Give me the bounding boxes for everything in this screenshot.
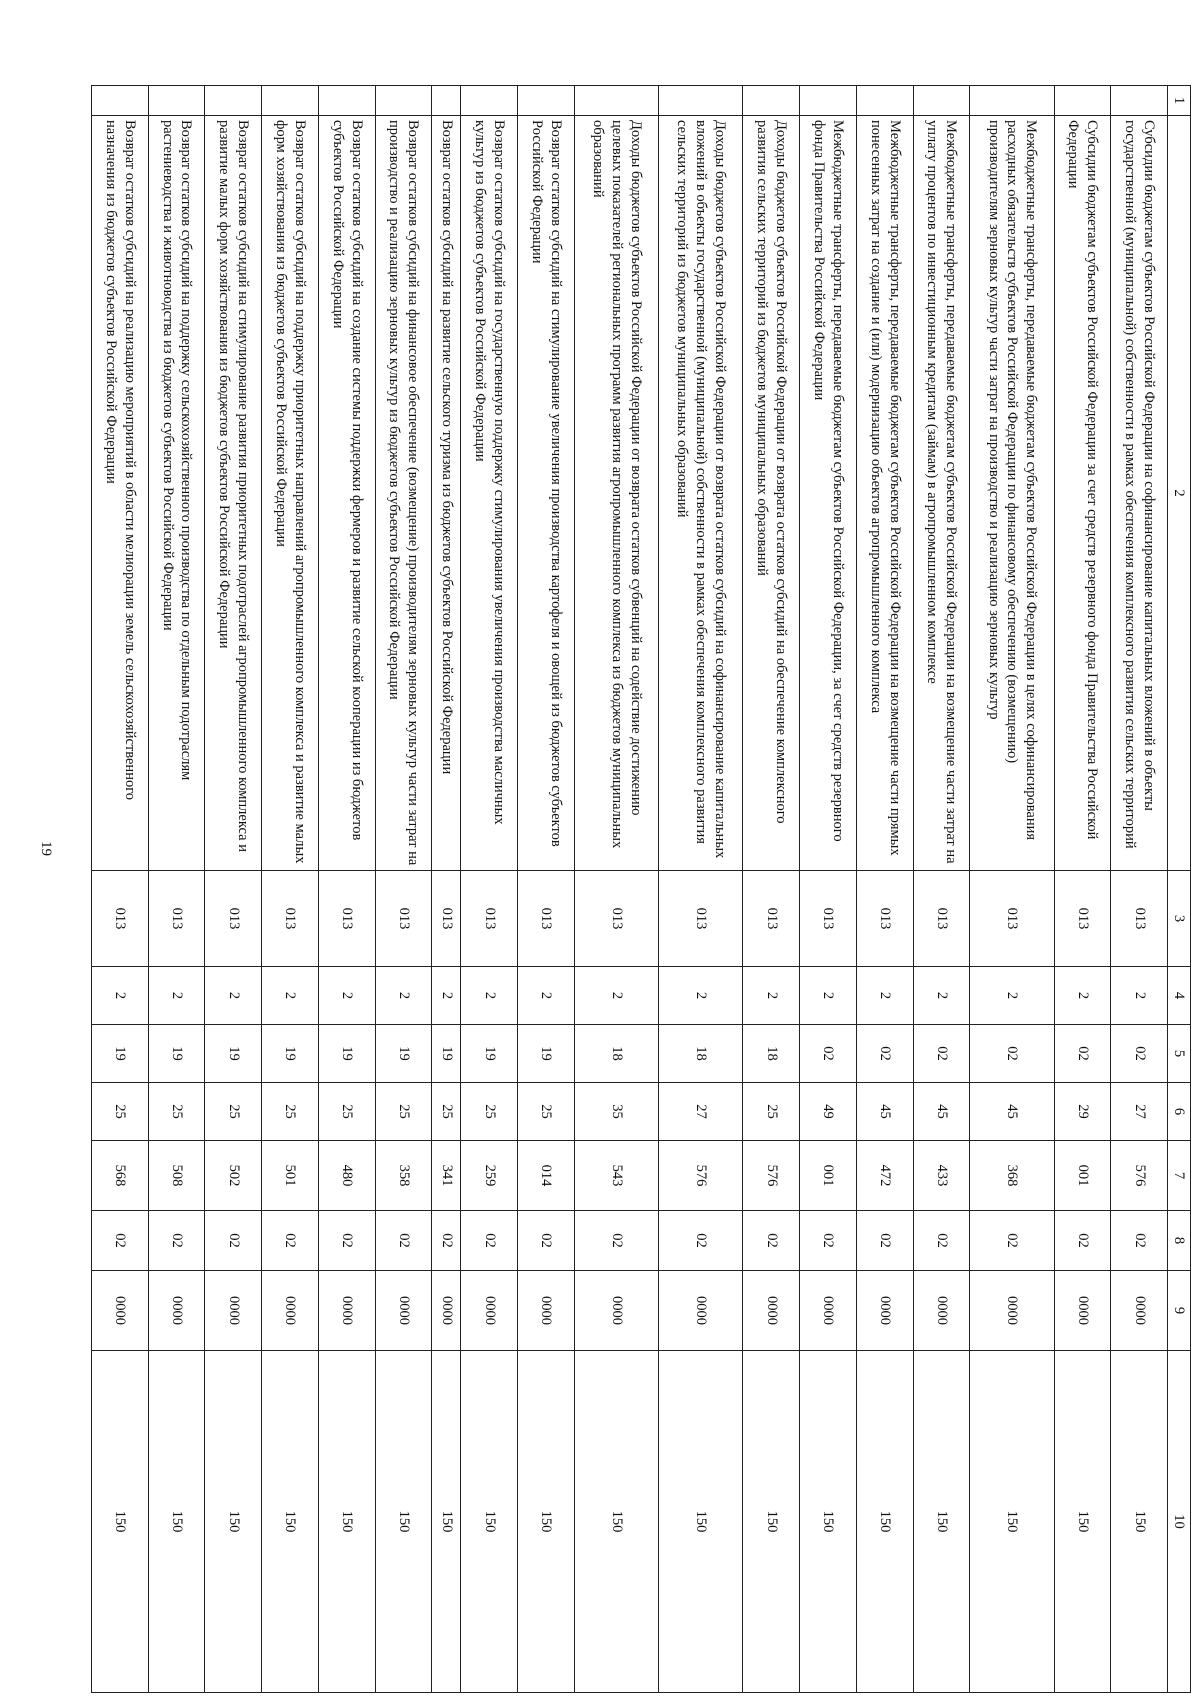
row-cell-1 — [743, 86, 800, 116]
row-cell-7: 543 — [574, 1141, 658, 1211]
row-cell-8: 02 — [856, 1211, 913, 1271]
table-row — [461, 86, 518, 1693]
row-cell-1 — [148, 86, 205, 116]
row-description: Доходы бюджетов субъектов Российской Федерации от возврата остатков субсидий на софинансирование капитальных вложений в объекты государственной (муниципальной) собственности в рамках обеспечения комплексного развития сельских территорий из бюджетов муниципальных образований — [659, 116, 743, 871]
table-row — [970, 86, 1054, 1693]
row-cell-7: 576 — [659, 1141, 743, 1211]
row-cell-10: 150 — [1111, 1351, 1168, 1693]
table-row — [518, 86, 575, 1693]
row-cell-4: 2 — [1111, 967, 1168, 1025]
row-cell-4: 2 — [1054, 967, 1111, 1025]
table-row — [92, 86, 149, 1693]
row-cell-9: 0000 — [318, 1271, 375, 1351]
row-cell-10: 150 — [262, 1351, 319, 1693]
table-row — [574, 86, 658, 1693]
row-cell-7: 341 — [432, 1141, 461, 1211]
table-row — [262, 86, 319, 1693]
row-cell-7: 576 — [1111, 1141, 1168, 1211]
row-cell-7: 501 — [262, 1141, 319, 1211]
row-cell-5: 18 — [743, 1025, 800, 1083]
row-cell-10: 150 — [518, 1351, 575, 1693]
row-cell-3: 013 — [518, 871, 575, 967]
row-cell-1 — [318, 86, 375, 116]
row-cell-5: 19 — [148, 1025, 205, 1083]
row-cell-6: 25 — [318, 1083, 375, 1141]
row-cell-9: 0000 — [1111, 1271, 1168, 1351]
column-header-6: 6 — [1168, 1083, 1191, 1141]
row-cell-7: 014 — [518, 1141, 575, 1211]
row-cell-1 — [92, 86, 149, 116]
row-cell-1 — [970, 86, 1054, 116]
table-row — [659, 86, 743, 1693]
row-cell-1 — [262, 86, 319, 116]
row-cell-3: 013 — [1111, 871, 1168, 967]
row-cell-5: 19 — [318, 1025, 375, 1083]
table-row — [432, 86, 461, 1693]
row-cell-3: 013 — [375, 871, 432, 967]
row-cell-10: 150 — [461, 1351, 518, 1693]
row-cell-10: 150 — [318, 1351, 375, 1693]
row-cell-10: 150 — [432, 1351, 461, 1693]
table-row — [375, 86, 432, 1693]
row-cell-5: 02 — [1111, 1025, 1168, 1083]
column-header-4: 4 — [1168, 967, 1191, 1025]
row-cell-10: 150 — [92, 1351, 149, 1693]
row-cell-9: 0000 — [262, 1271, 319, 1351]
row-cell-4: 2 — [148, 967, 205, 1025]
row-cell-3: 013 — [92, 871, 149, 967]
row-cell-5: 19 — [461, 1025, 518, 1083]
row-cell-8: 02 — [800, 1211, 857, 1271]
row-cell-9: 0000 — [913, 1271, 970, 1351]
row-cell-5: 19 — [375, 1025, 432, 1083]
row-cell-4: 2 — [856, 967, 913, 1025]
row-cell-4: 2 — [800, 967, 857, 1025]
row-cell-3: 013 — [1054, 871, 1111, 967]
row-cell-5: 19 — [262, 1025, 319, 1083]
row-cell-8: 02 — [743, 1211, 800, 1271]
row-description: Межбюджетные трансферты, передаваемые бюджетам субъектов Российской Федерации на возмещение части затрат на уплату процентов по инвестиционным кредитам (займам) в агропромышленном комплексе — [913, 116, 970, 871]
row-cell-9: 0000 — [205, 1271, 262, 1351]
row-cell-5: 19 — [205, 1025, 262, 1083]
column-header-9: 9 — [1168, 1271, 1191, 1351]
row-cell-7: 502 — [205, 1141, 262, 1211]
table-body — [92, 86, 1168, 1693]
row-cell-5: 18 — [574, 1025, 658, 1083]
row-cell-4: 2 — [743, 967, 800, 1025]
row-cell-1 — [659, 86, 743, 116]
row-cell-6: 27 — [659, 1083, 743, 1141]
row-cell-10: 150 — [913, 1351, 970, 1693]
row-cell-3: 013 — [461, 871, 518, 967]
row-cell-8: 02 — [92, 1211, 149, 1271]
row-description: Возврат остатков субсидий на поддержку приоритетных направлений агропромышленного комплекса и развитие малых форм хозяйствования из бюджетов субъектов Российской Федерации — [262, 116, 319, 871]
row-cell-9: 0000 — [1054, 1271, 1111, 1351]
row-cell-10: 150 — [659, 1351, 743, 1693]
table-row — [148, 86, 205, 1693]
rotated-table-wrapper — [91, 85, 1191, 1692]
row-cell-10: 150 — [574, 1351, 658, 1693]
page-number: 19 — [38, 841, 54, 856]
row-cell-3: 013 — [659, 871, 743, 967]
row-cell-4: 2 — [659, 967, 743, 1025]
row-cell-9: 0000 — [970, 1271, 1054, 1351]
row-cell-8: 02 — [461, 1211, 518, 1271]
budget-codes-table — [91, 85, 1191, 1693]
row-description: Возврат остатков субсидий на развитие сельского туризма из бюджетов субъектов Российской Федерации — [432, 116, 461, 871]
row-cell-4: 2 — [205, 967, 262, 1025]
row-cell-5: 02 — [800, 1025, 857, 1083]
row-cell-8: 02 — [518, 1211, 575, 1271]
row-cell-10: 150 — [800, 1351, 857, 1693]
row-cell-6: 25 — [461, 1083, 518, 1141]
row-cell-8: 02 — [1111, 1211, 1168, 1271]
row-description: Возврат остатков субсидий на стимулирование увеличения производства картофеля и овощей из бюджетов субъектов Российской Федерации — [518, 116, 575, 871]
table-row — [1111, 86, 1168, 1693]
row-cell-4: 2 — [970, 967, 1054, 1025]
column-header-1: 1 — [1168, 86, 1191, 116]
row-cell-3: 013 — [800, 871, 857, 967]
column-header-8: 8 — [1168, 1211, 1191, 1271]
row-cell-7: 358 — [375, 1141, 432, 1211]
row-cell-7: 259 — [461, 1141, 518, 1211]
row-description: Возврат остатков субсидий на создание системы поддержки фермеров и развитие сельской кооперации из бюджетов субъектов Российской Федерации — [318, 116, 375, 871]
row-cell-8: 02 — [913, 1211, 970, 1271]
row-description: Возврат остатков субсидий на стимулирование развития приоритетных подотраслей агропромышленного комплекса и развитие малых форм хозяйствования из бюджетов субъектов Российской Федерации — [205, 116, 262, 871]
row-cell-6: 25 — [432, 1083, 461, 1141]
row-description: Возврат остатков субсидий на финансовое обеспечение (возмещение) производителям зерновых культур части затрат на производство и реализацию зерновых культур из бюджетов субъектов Российской Федерации — [375, 116, 432, 871]
row-description: Возврат остатков субсидий на реализацию мероприятий в области мелиорации земель сельскохозяйственного назначения из бюджетов субъектов Российской Федерации — [92, 116, 149, 871]
row-cell-6: 27 — [1111, 1083, 1168, 1141]
row-cell-3: 013 — [262, 871, 319, 967]
row-cell-4: 2 — [913, 967, 970, 1025]
row-cell-1 — [913, 86, 970, 116]
row-cell-4: 2 — [318, 967, 375, 1025]
row-cell-10: 150 — [205, 1351, 262, 1693]
row-cell-4: 2 — [574, 967, 658, 1025]
row-cell-8: 02 — [432, 1211, 461, 1271]
row-cell-1 — [574, 86, 658, 116]
row-cell-1 — [1111, 86, 1168, 116]
row-cell-8: 02 — [148, 1211, 205, 1271]
row-description: Возврат остатков субсидий на государственную поддержку стимулирования увеличения производства масличных культур из бюджетов субъектов Российской Федерации — [461, 116, 518, 871]
row-cell-6: 25 — [518, 1083, 575, 1141]
row-cell-3: 013 — [148, 871, 205, 967]
row-cell-4: 2 — [461, 967, 518, 1025]
row-description: Доходы бюджетов субъектов Российской Федерации от возврата остатков субвенций на содействие достижению целевых показателей региональных программ развития агропромышленного комплекса из бюджетов муниципальных образований — [574, 116, 658, 871]
row-cell-3: 013 — [574, 871, 658, 967]
row-cell-5: 19 — [518, 1025, 575, 1083]
row-cell-3: 013 — [205, 871, 262, 967]
row-cell-4: 2 — [262, 967, 319, 1025]
row-description: Межбюджетные трансферты, передаваемые бюджетам субъектов Российской Федерации в целях софинансирования расходных обязательств субъектов Российской Федерации по финансовому обеспечению (возмещению) производителям зерновых культур части затрат на производство и реализацию зерновых культур — [970, 116, 1054, 871]
row-cell-3: 013 — [432, 871, 461, 967]
row-cell-3: 013 — [913, 871, 970, 967]
row-cell-10: 150 — [970, 1351, 1054, 1693]
row-cell-7: 576 — [743, 1141, 800, 1211]
row-cell-1 — [800, 86, 857, 116]
row-cell-1 — [518, 86, 575, 116]
row-cell-6: 35 — [574, 1083, 658, 1141]
row-cell-5: 02 — [1054, 1025, 1111, 1083]
row-cell-6: 45 — [913, 1083, 970, 1141]
row-cell-5: 19 — [432, 1025, 461, 1083]
row-cell-8: 02 — [970, 1211, 1054, 1271]
row-cell-8: 02 — [318, 1211, 375, 1271]
row-cell-1 — [461, 86, 518, 116]
row-cell-4: 2 — [375, 967, 432, 1025]
row-cell-3: 013 — [970, 871, 1054, 967]
row-cell-7: 480 — [318, 1141, 375, 1211]
row-cell-6: 25 — [375, 1083, 432, 1141]
row-cell-10: 150 — [148, 1351, 205, 1693]
row-cell-9: 0000 — [743, 1271, 800, 1351]
row-cell-6: 45 — [856, 1083, 913, 1141]
row-cell-9: 0000 — [659, 1271, 743, 1351]
row-cell-6: 29 — [1054, 1083, 1111, 1141]
row-cell-6: 25 — [743, 1083, 800, 1141]
column-header-3: 3 — [1168, 871, 1191, 967]
row-description: Межбюджетные трансферты, передаваемые бюджетам субъектов Российской Федерации на возмещение части прямых понесенных затрат на создание и (или) модернизацию объектов агропромышленного комплекса — [856, 116, 913, 871]
row-cell-6: 25 — [148, 1083, 205, 1141]
row-cell-9: 0000 — [574, 1271, 658, 1351]
row-cell-9: 0000 — [518, 1271, 575, 1351]
column-header-7: 7 — [1168, 1141, 1191, 1211]
row-cell-9: 0000 — [800, 1271, 857, 1351]
row-cell-7: 568 — [92, 1141, 149, 1211]
row-cell-8: 02 — [262, 1211, 319, 1271]
row-cell-5: 19 — [92, 1025, 149, 1083]
row-cell-10: 150 — [375, 1351, 432, 1693]
row-cell-6: 25 — [92, 1083, 149, 1141]
row-cell-5: 18 — [659, 1025, 743, 1083]
row-cell-7: 001 — [800, 1141, 857, 1211]
row-cell-7: 472 — [856, 1141, 913, 1211]
table-row — [1054, 86, 1111, 1693]
row-cell-8: 02 — [1054, 1211, 1111, 1271]
row-cell-1 — [1054, 86, 1111, 116]
row-cell-3: 013 — [743, 871, 800, 967]
table-row — [913, 86, 970, 1693]
row-cell-9: 0000 — [148, 1271, 205, 1351]
row-cell-8: 02 — [375, 1211, 432, 1271]
row-cell-4: 2 — [518, 967, 575, 1025]
row-description: Межбюджетные трансферты, передаваемые бюджетам субъектов Российской Федерации, за счет средств резервного фонда Правительства Российской Федерации — [800, 116, 857, 871]
row-cell-9: 0000 — [856, 1271, 913, 1351]
row-cell-1 — [432, 86, 461, 116]
row-cell-3: 013 — [318, 871, 375, 967]
row-description: Субсидии бюджетам субъектов Российской Федерации за счет средств резервного фонда Правительства Российской Федерации — [1054, 116, 1111, 871]
row-cell-3: 013 — [856, 871, 913, 967]
row-cell-10: 150 — [856, 1351, 913, 1693]
row-cell-1 — [856, 86, 913, 116]
header-row — [1168, 86, 1191, 1693]
table-row — [743, 86, 800, 1693]
row-cell-1 — [375, 86, 432, 116]
row-cell-5: 02 — [970, 1025, 1054, 1083]
column-header-10: 10 — [1168, 1351, 1191, 1693]
row-description: Субсидии бюджетам субъектов Российской Федерации на софинансирование капитальных вложений в объекты государственной (муниципальной) собственности в рамках обеспечения комплексного развития сельских территорий — [1111, 116, 1168, 871]
row-description: Возврат остатков субсидий на поддержку сельскохозяйственного производства по отдельным подотраслям растениеводства и животноводства из бюджетов субъектов Российской Федерации — [148, 116, 205, 871]
table-row — [318, 86, 375, 1693]
row-cell-10: 150 — [743, 1351, 800, 1693]
row-cell-5: 02 — [856, 1025, 913, 1083]
row-description: Доходы бюджетов субъектов Российской Федерации от возврата остатков субсидий на обеспечение комплексного развития сельских территорий из бюджетов муниципальных образований — [743, 116, 800, 871]
column-header-2: 2 — [1168, 116, 1191, 871]
row-cell-6: 49 — [800, 1083, 857, 1141]
row-cell-7: 508 — [148, 1141, 205, 1211]
row-cell-1 — [205, 86, 262, 116]
table-row — [800, 86, 857, 1693]
column-header-5: 5 — [1168, 1025, 1191, 1083]
row-cell-6: 25 — [262, 1083, 319, 1141]
table-row — [856, 86, 913, 1693]
row-cell-7: 433 — [913, 1141, 970, 1211]
row-cell-7: 368 — [970, 1141, 1054, 1211]
row-cell-10: 150 — [1054, 1351, 1111, 1693]
row-cell-9: 0000 — [92, 1271, 149, 1351]
row-cell-9: 0000 — [432, 1271, 461, 1351]
row-cell-5: 02 — [913, 1025, 970, 1083]
row-cell-8: 02 — [659, 1211, 743, 1271]
row-cell-8: 02 — [574, 1211, 658, 1271]
table-row — [205, 86, 262, 1693]
row-cell-6: 45 — [970, 1083, 1054, 1141]
row-cell-9: 0000 — [375, 1271, 432, 1351]
row-cell-9: 0000 — [461, 1271, 518, 1351]
row-cell-4: 2 — [432, 967, 461, 1025]
row-cell-8: 02 — [205, 1211, 262, 1271]
row-cell-4: 2 — [92, 967, 149, 1025]
row-cell-6: 25 — [205, 1083, 262, 1141]
row-cell-7: 001 — [1054, 1141, 1111, 1211]
